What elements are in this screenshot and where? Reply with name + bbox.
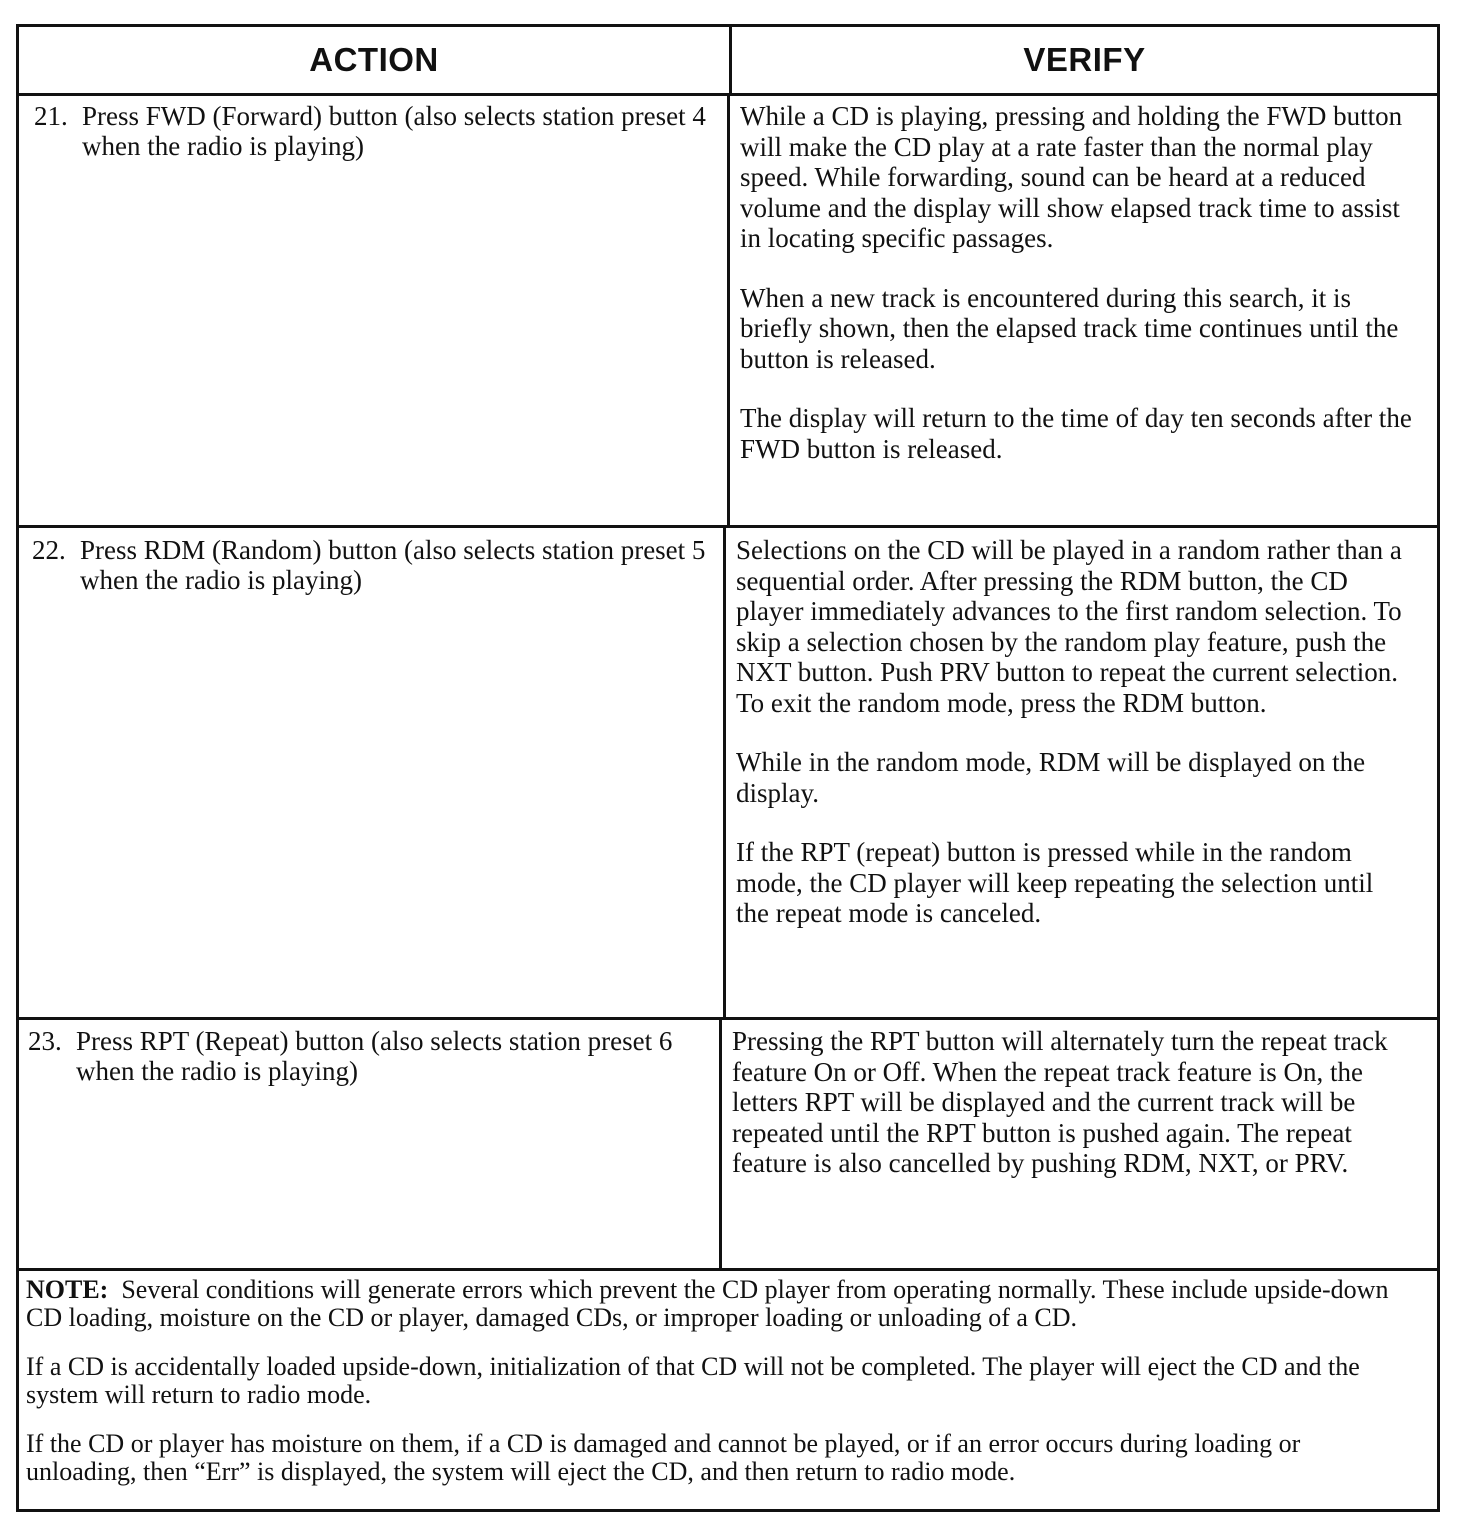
action-text: Press FWD (Forward) button (also selects station preset 4 when the radio is playing) (82, 101, 706, 161)
step-number: 22. (32, 535, 66, 565)
step-number: 23. (28, 1026, 62, 1056)
action-text: Press RDM (Random) button (also selects station preset 5 when the radio is playing) (80, 535, 706, 595)
verify-cell-23 (732, 1026, 1404, 1208)
verify-column-header: VERIFY (1023, 41, 1146, 78)
step-number: 21. (34, 101, 68, 131)
note-label: NOTE: (26, 1275, 109, 1304)
note-paragraph: If the CD or player has moisture on them, if a CD is damaged and cannot be played, or if an error occurs during loading or unloading, then “Err” is displayed, the system will eject the CD, and then return to radio mode. (26, 1429, 1301, 1486)
action-cell-21 (34, 101, 714, 161)
verify-cell-22 (736, 535, 1408, 958)
row-divider-23-note (16, 1268, 1440, 1271)
verify-paragraph: If the RPT (repeat) button is pressed while in the random mode, the CD player will keep repeating the selection until the repeat mode is canceled. (736, 837, 1374, 928)
verify-paragraph: When a new track is encountered during this search, it is briefly shown, then the elapsed track time continues until the button is released. (740, 282, 1399, 374)
note-paragraph (26, 1276, 1406, 1332)
verify-paragraph: The display will return to the time of day ten seconds after the FWD button is released. (740, 403, 1412, 464)
column-divider-row-21 (727, 94, 730, 526)
action-cell-22 (32, 535, 712, 595)
action-text: Press RPT (Repeat) button (also selects station preset 6 when the radio is playing) (76, 1026, 673, 1086)
note-cell (26, 1276, 1406, 1507)
column-divider-row-22 (723, 526, 726, 1018)
verify-paragraph: While a CD is playing, pressing and holding the FWD button will make the CD play at a rate faster than the normal play speed. While forwarding, sound can be heard at a reduced volume and the display will show elapsed track time to assist in locating specific passages. (740, 101, 1403, 253)
row-divider-22-23 (16, 1017, 1440, 1020)
verify-paragraph: Pressing the RPT button will alternately turn the repeat track feature On or Off. When the repeat track feature is On, the letters RPT will be displayed and the current track will be repeated until the RPT button is pushed again. The repeat feature is also cancelled by pushing RDM, NXT, or PRV. (732, 1026, 1388, 1178)
action-cell-23 (28, 1026, 708, 1086)
note-paragraph: If a CD is accidentally loaded upside-down, initialization of that CD will not be completed. The player will eject the CD and the system will return to radio mode. (26, 1352, 1360, 1409)
action-column-header: ACTION (309, 41, 439, 78)
verify-cell-21 (740, 101, 1412, 493)
verify-paragraph: While in the random mode, RDM will be displayed on the display. (736, 747, 1366, 808)
column-divider-row-23 (719, 1018, 722, 1269)
note-text: Several conditions will generate errors which prevent the CD player from operating normally. These include upside-down CD loading, moisture on the CD or player, damaged CDs, or improper loading or unloading of a CD. (26, 1275, 1389, 1332)
verify-paragraph: Selections on the CD will be played in a random rather than a sequential order. After pressing the RDM button, the CD player immediately advances to the first random selection. To skip a selection chosen by the random play feature, push the NXT button. Push PRV button to repeat the current selection. To exit the random mode, press the RDM button. (736, 535, 1402, 718)
